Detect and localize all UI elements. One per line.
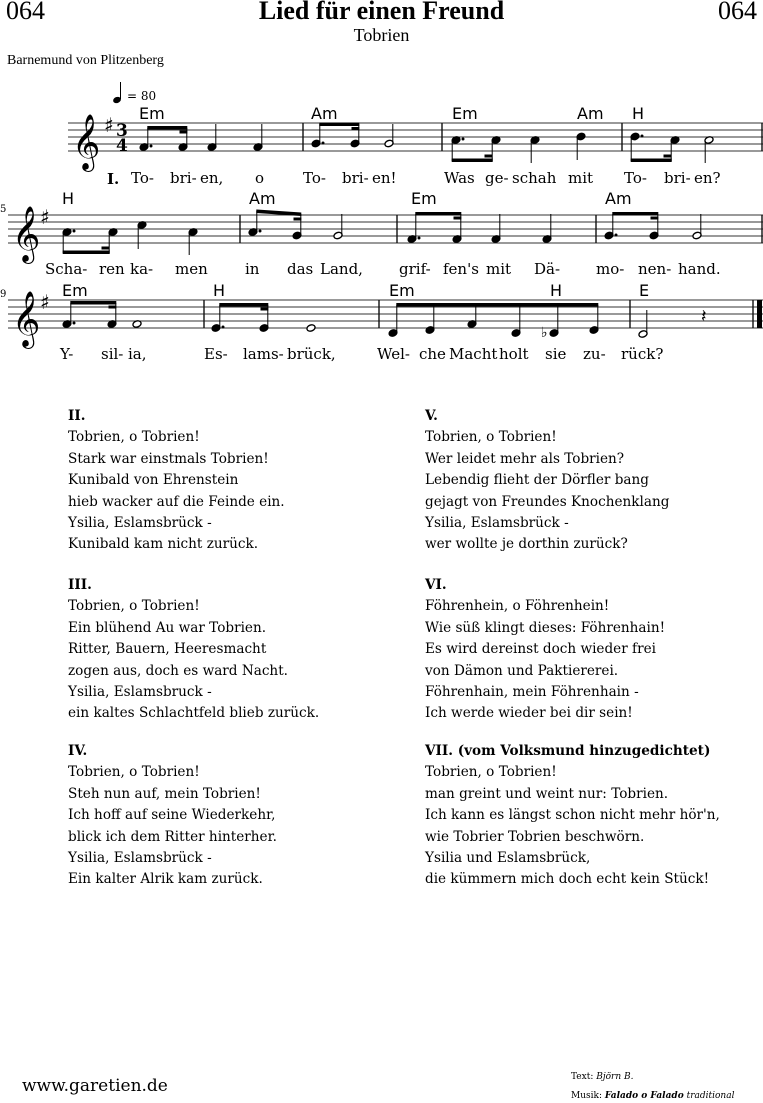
sharp-icon: ♯	[104, 113, 114, 137]
tempo-marking	[112, 82, 122, 104]
time-signature-bottom: 4	[116, 136, 128, 156]
verse-line: wie Tobrier Tobrien beschwörn.	[425, 828, 645, 845]
verse-line: die kümmern mich doch echt kein Stück!	[425, 871, 710, 888]
notes-system-1	[139, 123, 714, 163]
chord-symbol: Am	[249, 189, 276, 208]
lyric-syllable: bri-	[664, 169, 691, 187]
lyric-syllable: bri-	[170, 169, 197, 187]
lyric-syllable: nen-	[638, 260, 672, 278]
verse-line: Ein kalter Alrik kam zurück.	[68, 871, 263, 888]
lyric-syllable: Land,	[320, 260, 363, 278]
lyric-syllable: rück?	[621, 345, 664, 363]
verse-line: hieb wacker auf die Feinde ein.	[68, 493, 285, 510]
treble-clef-icon: 𝄞	[12, 206, 41, 262]
verse-line: blick ich dem Ritter hinterher.	[68, 828, 277, 845]
song-number-right: 064	[718, 0, 757, 25]
music-credit-label: Musik:	[571, 1091, 602, 1101]
lyric-syllable: Wel-	[377, 345, 410, 363]
staff-system-3	[8, 300, 763, 328]
lyric-syllable: Macht	[449, 345, 498, 363]
lyric-syllable: schah	[512, 169, 557, 187]
lyric-syllable: To-	[303, 169, 326, 187]
lyric-syllable: en,	[200, 169, 224, 187]
lyric-syllable: sil-	[101, 345, 124, 363]
verse-line: Ich kann es längst schon nicht mehr hör'n,	[425, 807, 720, 824]
verse-line: zogen aus, doch es ward Nacht.	[68, 662, 288, 679]
chord-symbol: E	[639, 281, 650, 300]
lyric-syllable: Scha-	[45, 260, 88, 278]
verse-line: man greint und weint nur: Tobrien.	[425, 785, 669, 802]
verse-block-6	[425, 575, 665, 725]
verse-heading: IV.	[68, 743, 88, 759]
verse-line: gejagt von Freundes Knochenklang	[425, 493, 670, 510]
lyric-syllable: ge-	[485, 169, 509, 187]
treble-clef-icon: 𝄞	[72, 114, 101, 170]
chord-symbol: Em	[411, 189, 437, 208]
text-credit-author: Björn B.	[596, 1072, 634, 1082]
lyric-syllable: ia,	[128, 345, 147, 363]
text-credit	[571, 1072, 634, 1082]
chord-symbol: Am	[577, 104, 604, 123]
time-signature-top: 3	[116, 121, 128, 141]
verse-line: Wie süß klingt dieses: Föhrenhain!	[425, 619, 666, 636]
song-number-left: 064	[6, 0, 45, 25]
text-credit-label: Text:	[571, 1072, 594, 1082]
verse-line: Wer leidet mehr als Tobrien?	[425, 450, 625, 467]
lyric-syllable: brück,	[287, 345, 336, 363]
lyric-syllable: in	[245, 260, 260, 278]
chord-symbol: Em	[452, 104, 478, 123]
music-credit	[571, 1091, 734, 1101]
verse-line: Föhrenhain, mein Föhrenhain -	[425, 684, 639, 701]
verse-heading: III.	[68, 577, 92, 593]
lyric-syllable: To-	[131, 169, 154, 187]
tempo-text: = 80	[127, 89, 157, 103]
verse-line: Es wird dereinst doch wieder frei	[425, 641, 656, 658]
lyric-syllable: ren	[99, 260, 125, 278]
measure-number: 9	[0, 289, 7, 300]
verse-block-2	[68, 406, 285, 556]
verse-line: Kunibald kam nicht zurück.	[68, 536, 259, 553]
chord-symbol: H	[213, 281, 226, 300]
lyric-syllable: Y-	[60, 345, 74, 363]
verse-line: Kunibald von Ehrenstein	[68, 472, 239, 489]
verse-line: Tobrien, o Tobrien!	[68, 598, 200, 615]
verse-line: Ich werde wieder bei dir sein!	[425, 705, 633, 722]
verse-line: Tobrien, o Tobrien!	[68, 764, 200, 781]
lyric-syllable: bri-	[342, 169, 369, 187]
lyric-syllable: en?	[694, 169, 721, 187]
staff-system-2	[8, 215, 763, 243]
lyric-syllable: che	[419, 345, 446, 363]
chord-symbol: Em	[139, 104, 165, 123]
lyric-syllable: fen's	[443, 260, 479, 278]
verse-line: Lebendig flieht der Dörfler bang	[425, 472, 649, 489]
lyric-syllable: en!	[372, 169, 397, 187]
lyric-syllable: ka-	[130, 260, 154, 278]
verse-line: Steh nun auf, mein Tobrien!	[68, 785, 261, 802]
lyric-syllable: zu-	[583, 345, 606, 363]
lyric-syllable: hand.	[678, 260, 721, 278]
verse-heading: VI.	[425, 577, 447, 593]
verse-line: Ysilia, Eslamsbrück -	[425, 515, 569, 532]
verse-line: Ein blühend Au war Tobrien.	[68, 619, 267, 636]
chord-symbol: Em	[389, 281, 415, 300]
chord-symbol: H	[62, 189, 75, 208]
song-title: Lied für einen Freund	[258, 0, 505, 25]
treble-clef-icon: 𝄞	[12, 291, 41, 347]
verse-block-4	[68, 741, 277, 891]
verse-line: Tobrien, o Tobrien!	[68, 429, 200, 446]
lyric-syllable: o	[255, 169, 265, 187]
lyric-syllable: Es-	[204, 345, 228, 363]
chord-symbol: Am	[311, 104, 338, 123]
lyric-syllable: mit	[568, 169, 594, 187]
lyric-syllable: To-	[624, 169, 647, 187]
verse-line: wer wollte je dorthin zurück?	[425, 536, 628, 553]
sharp-icon: ♯	[40, 290, 50, 314]
lyric-syllable: mo-	[596, 260, 625, 278]
verse-line: Ysilia, Eslamsbrück -	[68, 850, 212, 867]
verse-heading: II.	[68, 408, 86, 424]
sharp-icon: ♯	[40, 205, 50, 229]
verse-line: Tobrien, o Tobrien!	[425, 764, 557, 781]
verse-block-3	[68, 575, 319, 725]
quarter-rest-icon: 𝄽	[701, 306, 707, 327]
verse-line: ein kaltes Schlachtfeld blieb zurück.	[68, 705, 320, 722]
lyric-syllable: men	[175, 260, 208, 278]
verse-heading: VII. (vom Volksmund hinzugedichtet)	[425, 743, 711, 759]
verse-block-5	[425, 406, 669, 556]
verse-block-7	[425, 741, 720, 891]
verse-line: Föhrenhein, o Föhrenhein!	[425, 598, 610, 615]
lyric-syllable: sie	[545, 345, 567, 363]
verse-line: Ritter, Bauern, Heeresmacht	[68, 641, 267, 658]
website-link[interactable]: www.garetien.de	[22, 1076, 168, 1096]
music-credit-source: traditional	[686, 1091, 735, 1101]
verse-label: I.	[107, 170, 120, 188]
lyric-syllable: mit	[486, 260, 512, 278]
music-credit-title: Falado o Falado	[604, 1091, 684, 1101]
lyric-syllable: das	[287, 260, 314, 278]
verse-line: Stark war einstmals Tobrien!	[68, 450, 269, 467]
song-subtitle: Tobrien	[353, 25, 410, 45]
measure-number: 5	[0, 204, 7, 215]
sheet-music	[0, 0, 763, 380]
verse-line: Tobrien, o Tobrien!	[425, 429, 557, 446]
verse-heading: V.	[425, 408, 438, 424]
notes-system-2	[62, 210, 702, 255]
chord-symbol: Em	[62, 281, 88, 300]
verse-line: Ich hoff auf seine Wiederkehr,	[68, 807, 276, 824]
lyric-syllable: holt	[499, 345, 529, 363]
lyric-syllable: Was	[444, 169, 475, 187]
verse-line: Ysilia, Eslamsbruck -	[68, 684, 212, 701]
lyric-syllable: lams-	[243, 345, 284, 363]
lyric-syllable: grif-	[399, 260, 431, 278]
lyric-syllable: Dä-	[534, 260, 561, 278]
poet-credit: Barnemund von Plitzenberg	[7, 53, 164, 68]
chord-symbol: H	[632, 104, 645, 123]
chord-symbol: H	[550, 281, 563, 300]
chord-symbol: Am	[605, 189, 632, 208]
verse-line: Ysilia, Eslamsbrück -	[68, 515, 212, 532]
verse-line: von Dämon und Paktiererei.	[425, 662, 619, 679]
verse-line: Ysilia und Eslamsbrück,	[425, 850, 591, 867]
flat-icon: ♭	[541, 325, 548, 341]
